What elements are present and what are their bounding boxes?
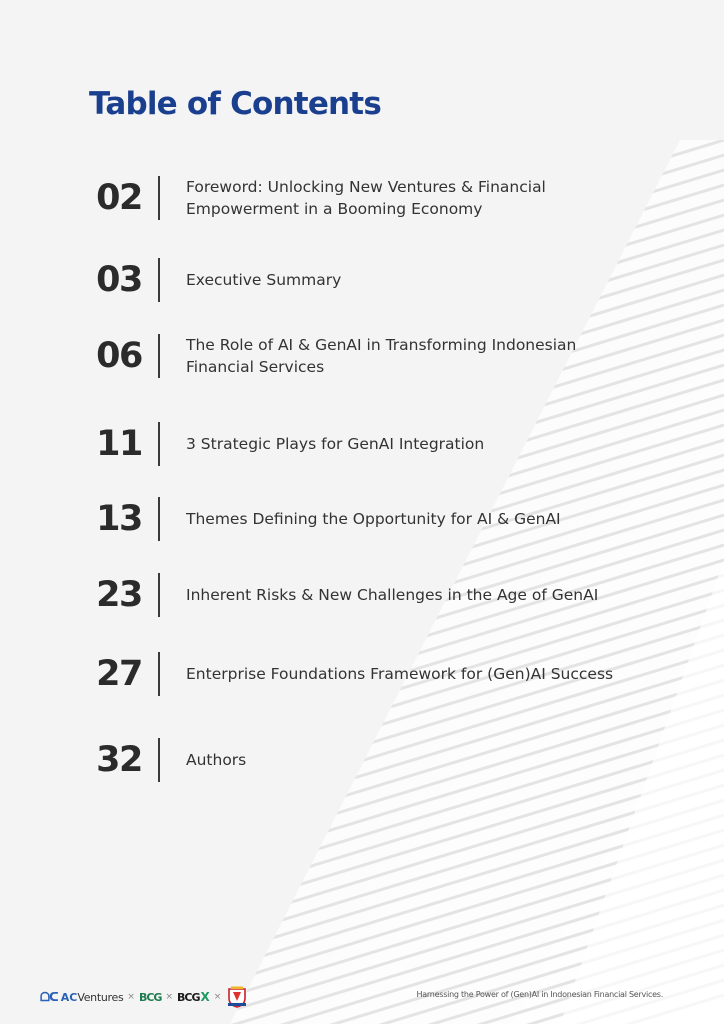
toc-entry[interactable] [80, 174, 640, 222]
toc-title: Enterprise Foundations Framework for (Gen)AI Success [186, 665, 614, 683]
toc-entry[interactable] [80, 495, 640, 543]
toc-divider [158, 422, 160, 466]
toc-page-number: 13 [96, 499, 142, 539]
footer-caption: Harnessing the Power of (Gen)AI in Indonesian Financial Services. [416, 990, 663, 999]
toc-title: 3 Strategic Plays for GenAI Integration [186, 435, 485, 453]
toc-divider [158, 573, 160, 617]
toc-title: The Role of AI & GenAI in Transforming Indonesian Financial Services [186, 336, 577, 376]
toc-entry[interactable] [80, 332, 640, 380]
ac-ventures-ac-text: AC [60, 990, 78, 1004]
bcg-x-wordmark: BCG [177, 990, 200, 1004]
toc-title: Executive Summary [186, 271, 342, 289]
logo-separator: × [213, 992, 222, 1002]
toc-divider [158, 652, 160, 696]
toc-divider [158, 334, 160, 378]
logo-separator: × [127, 992, 135, 1002]
toc-divider [158, 258, 160, 302]
toc-entry[interactable] [80, 650, 640, 698]
toc-page-number: 06 [96, 336, 142, 376]
toc-entry[interactable] [80, 420, 640, 468]
ac-ventures-logo [40, 990, 123, 1005]
toc-title: Foreword: Unlocking New Ventures & Financial Empowerment in a Booming Economy [186, 178, 546, 218]
bcg-logo: BCG [138, 990, 162, 1004]
toc-entry[interactable] [80, 736, 640, 784]
toc-divider [158, 738, 160, 782]
toc-page-number: 02 [96, 178, 142, 218]
toc-page-number: 03 [96, 260, 142, 300]
toc-divider [158, 497, 160, 541]
toc-page-number: 32 [96, 740, 142, 780]
crest-logo-icon [225, 985, 249, 1009]
partner-logos [40, 984, 249, 1010]
toc-entry[interactable] [80, 256, 640, 304]
toc-page-number: 11 [96, 424, 142, 464]
page-title: Table of Contents [89, 86, 381, 122]
toc-title: Themes Defining the Opportunity for AI & GenAI [186, 510, 561, 528]
bcg-x-mark: X [200, 990, 210, 1004]
toc-page-number: 27 [96, 654, 142, 694]
toc-title: Authors [186, 751, 247, 769]
toc-entry[interactable] [80, 571, 640, 619]
logo-separator: × [165, 992, 174, 1002]
toc-page-number: 23 [96, 575, 142, 615]
ac-ventures-mark-icon: ᗝᑕ [40, 989, 58, 1004]
toc-title: Inherent Risks & New Challenges in the Age of GenAI [186, 586, 599, 604]
toc-divider [158, 176, 160, 220]
ac-ventures-wordmark: Ventures [77, 990, 124, 1004]
bcg-x-logo [177, 990, 210, 1004]
